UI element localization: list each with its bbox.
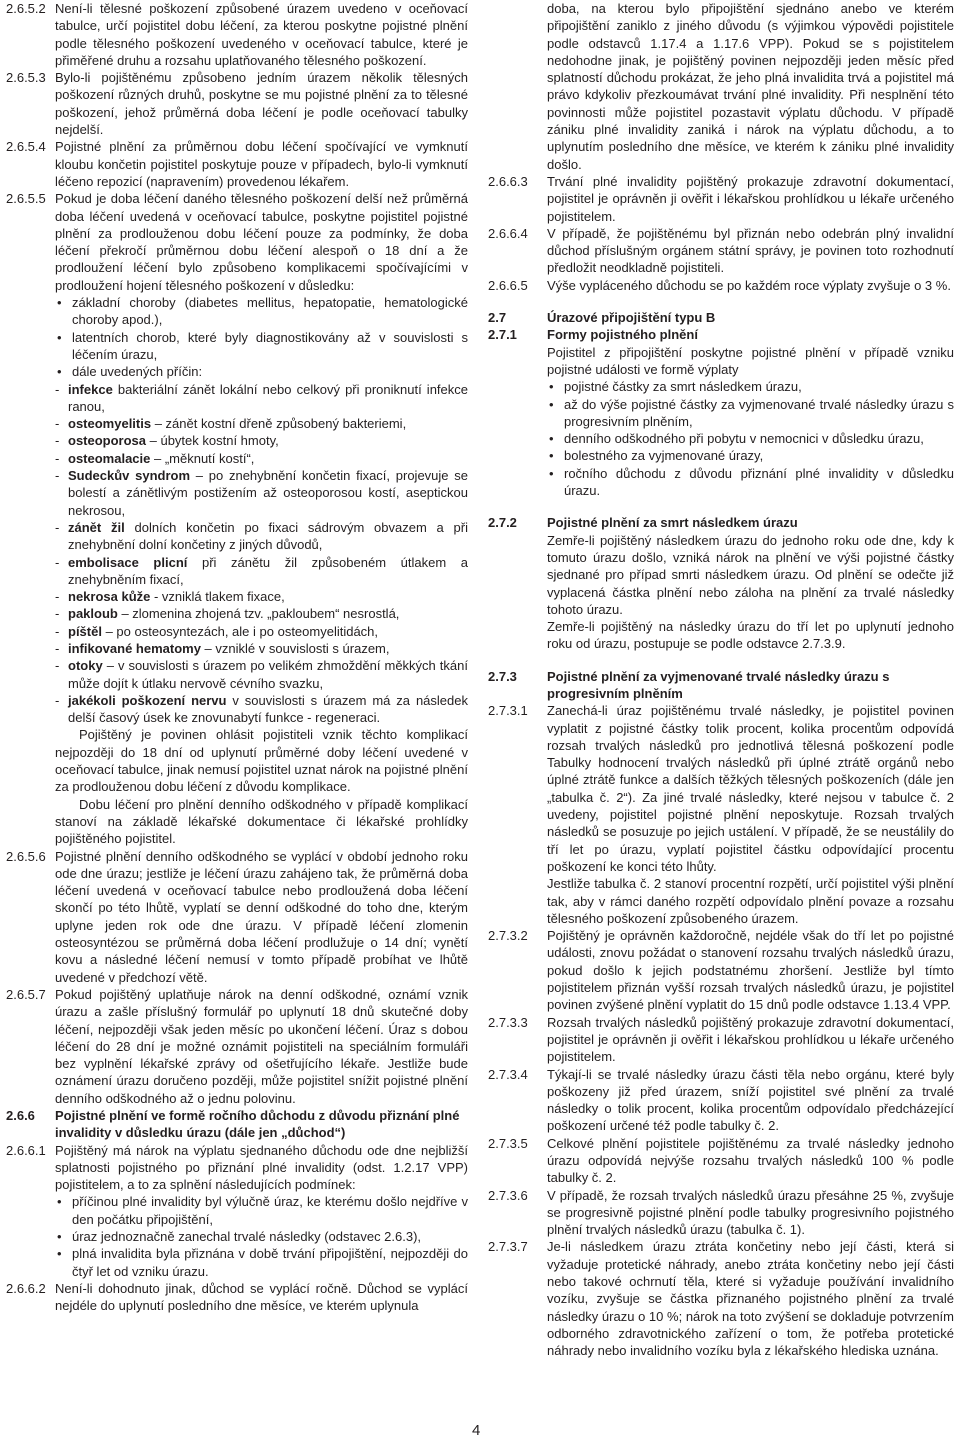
term-description: – po osteosyntezách, ale i po osteomyelitidách,	[101, 623, 379, 639]
list-item: • pojistné částky za smrt následkem úrazu,	[547, 378, 954, 395]
section-heading-2-7-3	[488, 668, 954, 703]
term-description: – po znehybnění končetin fixací, projevuje se bolestí a zánětlivým postižením až osteoporosou kostí, aseptickou nekrosou,	[68, 468, 468, 518]
section-title: Pojistné plnění za vyjmenované trvalé následky úrazu s progresivním plněním	[547, 668, 890, 701]
paragraph-text: Výše vypláceného důchodu se po každém roce výplaty zvyšuje o 3 %.	[547, 277, 951, 293]
paragraph-text: Pojištěný je povinen ohlásit pojistiteli vznik těchto komplikací nejpozději do 18 dní od uplynutí průměrné doby léčení uvedené v oceňovací tabulce, jinak nemusí pojistitel uznat nárok na pojistné plnění za prodlouženou dobu léčení z důvodu komplikace.	[55, 727, 468, 795]
list-item: • základní choroby (diabetes mellitus, hepatopatie, hematologické choroby apod.),	[55, 294, 468, 329]
paragraph-2-6-5-5	[6, 190, 468, 847]
paragraph-number: 2.6.5.2	[6, 1, 46, 16]
term: jakékoli poškození nervu	[68, 692, 227, 708]
paragraph-text: Trvání plné invalidity pojištěný prokazuje zdravotní dokumentací, pojistitel je oprávněn ji ověřit i lékařskou prohlídkou u lékaře určeného pojistitelem.	[547, 173, 954, 224]
term-description: - vzniklá tlakem fixace,	[150, 589, 285, 605]
section-title: Formy pojistného plnění	[547, 327, 698, 343]
paragraph-2-6-5-2	[6, 0, 468, 69]
paragraph-2-6-6-4	[488, 225, 954, 277]
list-item: • latentních chorob, které byly diagnostikovány až v souvislosti s léčením úrazu,	[55, 329, 468, 364]
paragraph-text: Pojištěný je oprávněn každoročně, nejdéle však do tří let po pojistné události, znovu požádat o stanovení rozsahu trvalých následků úrazu, pokud došlo k jejich podstatnému zhoršení. Jestliže byl tímto pojistitelem přiznán vyšší rozsah trvalých následků úrazu, je pojistitel povinen zvýšené plnění vyplatit do 15 dnů podle odstavce 1.13.4 VPP.	[547, 928, 954, 1013]
paragraph-text: Je-li následkem úrazu ztráta končetiny nebo její části, která si vyžaduje protetické náhrady, anebo ztráta končetiny nebo její části nebo takové ochrnutí těla, které si vyžaduje používání invalidního vozíku, zvyšuje se částka přiznaného pojistného plnění za trvalé následky úrazu o 10 %; nárok na toto zvýšení se dokladuje potvrzením odborného zdravotnického zařízení o tom, že potřeba protetické náhrady nebo invalidního vozíku byla z lékařského hlediska uznána.	[547, 1239, 954, 1359]
paragraph-text: Jestliže tabulka č. 2 stanoví procentní rozpětí, určí pojistitel výši plnění tak, aby v rámci daného rozpětí odpovídalo plnění povaze a rozsahu tělesného poškození způsobeného úrazem.	[547, 876, 954, 926]
paragraph-body	[547, 702, 954, 927]
paragraph-number: 2.6.6.4	[488, 225, 528, 241]
paragraph-text: Pokud je doba léčení daného tělesného poškození delší než průměrná doba léčení uvedená v oceňovací tabulce, poskytne pojistitel pojistné plnění za prodlouženou dobu léčení pouze za podmínky, že doba léčení překročí průměrnou dobu léčení alespoň o 18 dní a že prodloužení léčení bylo způsobeno komplikacemi spočívajícími v prodloužení hojení tělesného poškození v důsledku:	[55, 191, 468, 293]
term-description: – úbytek kostní hmoty,	[146, 433, 279, 449]
term-description: – zánět kostní dřeně způsobený bakteriemi,	[151, 416, 407, 432]
paragraph-2-6-6-1	[6, 1142, 468, 1280]
complications-dash-list	[55, 381, 468, 727]
paragraph-number: 2.7.3.2	[488, 928, 528, 944]
paragraph-text: Není-li tělesné poškození způsobené úrazem uvedeno v oceňovací tabulce, určí pojistitel dobu léčení, za kterou poskytne pojistné plnění podle tělesného poškození uvedeného v oceňovací tabulce, které je přiměřené druhu a rozsahu uplatňovaného tělesného poškození.	[55, 1, 468, 68]
paragraph-text: Zemře-li pojištěný na následky úrazu do tří let po uplynutí jednoho roku od úrazu, postupuje se podle odstavce 2.7.3.9.	[547, 619, 954, 652]
list-item	[55, 692, 468, 727]
paragraph-text: Zemře-li pojištěný následkem úrazu do jednoho roku ode dne, kdy k tomuto úrazu došlo, vzniká nárok na plnění ve výši pojistné částky sjednané pro případ smrti následkem úrazu. Od plnění se odečte již vyplacená částka plnění nebo záloha na plnění za trvalé následky tohoto úrazu.	[547, 532, 954, 617]
conditions-list	[55, 1193, 468, 1279]
paragraph-number: 2.6.6.5	[488, 277, 528, 293]
paragraph-text: Celkové plnění pojistitele pojištěnému za trvalé následky jednoho úrazu odpovídá nejvýše rozsahu trvalých následků 100 % podle tabulky č. 2.	[547, 1135, 954, 1186]
term: pakloub	[68, 606, 118, 622]
section-title: Pojistné plnění ve formě ročního důchodu z důvodu přiznání plné invalidity v důsledku úrazu (dále jen „důchod“)	[55, 1108, 460, 1141]
paragraph-2-7-3-3	[488, 1014, 954, 1066]
list-item	[55, 467, 468, 519]
paragraph-2-6-6-2	[6, 1280, 468, 1315]
paragraph-text: Týkají-li se trvalé následky úrazu části těla nebo orgánu, které byly poškozeny již před úrazem, sníží pojistitel své plnění za trvalé následky o tolik procent, kolika procentům odpovídalo předcházející poškození určené též podle tabulky č. 2.	[547, 1066, 954, 1134]
term: píštěl	[68, 623, 102, 639]
list-item	[55, 381, 468, 416]
term-description: – „měknutí kostí“,	[150, 450, 255, 466]
paragraph-text: Rozsah trvalých následků pojištěný prokazuje zdravotní dokumentací, pojistitel je oprávněn ji ověřit i lékařskou prohlídkou u lékaře určeného pojistitelem.	[547, 1014, 954, 1065]
paragraph-number: 2.6.5.6	[6, 848, 46, 864]
term: Sudeckův syndrom	[68, 468, 191, 484]
paragraph-2-7-3-6	[488, 1187, 954, 1239]
paragraph-text: Pojistné plnění za průměrnou dobu léčení spočívající ve vymknutí kloubu končetin pojistitel poskytuje pouze v případech, bylo-li vymknutí léčeno repozicí (napravením) provedenou lékařem.	[55, 139, 468, 189]
section-number: 2.7.1	[488, 327, 517, 343]
list-item: • bolestného za vyjmenované úrazy,	[547, 447, 954, 464]
section-heading-2-6-6	[6, 1107, 468, 1142]
section-heading-2-7	[488, 309, 954, 326]
paragraph-body	[55, 190, 468, 847]
term: osteomyelitis	[68, 416, 152, 432]
list-item: • úraz jednoznačně zanechal trvalé následky (odstavec 2.6.3),	[55, 1228, 468, 1245]
term-description: dolních končetin po fixaci sádrovým obvazem a při znehybnění dolní končetiny z jiných důvodů,	[68, 519, 468, 553]
term-description: při zánětu žil způsobeném útlakem a znehybněním fixací,	[68, 554, 468, 587]
paragraph-number: 2.7.3.6	[488, 1187, 528, 1203]
section-number: 2.7.3	[488, 668, 517, 684]
section-number: 2.7.2	[488, 515, 517, 531]
paragraph-2-6-6-5	[488, 277, 954, 294]
section-title: Pojistné plnění za smrt následkem úrazu	[547, 515, 798, 531]
paragraph-2-6-5-3	[6, 69, 468, 138]
paragraph-text: Pokud pojištěný uplatňuje nárok na denní odškodné, oznámí vznik úrazu a zašle příslušný formulář po uplynutí 18 dnů skutečné doby léčení, nejpozději však jeden měsíc po ukončení léčení. Úraz s dobou léčení do 28 dní je možné oznámit pojistiteli na speciálním formuláři bez vyplnění lékařské zprávy od ošetřujícího lékaře. Jestliže bude oznámení úrazu doručeno později, může pojistitel snížit pojistné plnění denního odškodného až o jednu polovinu.	[55, 986, 468, 1106]
paragraph-2-7-3-5	[488, 1135, 954, 1187]
term: infikované hematomy	[68, 640, 201, 656]
paragraph-2-7-3-4	[488, 1066, 954, 1135]
section-number: 2.7	[488, 310, 507, 326]
paragraph-number: 2.6.6.2	[6, 1280, 46, 1296]
term-description: bakteriální zánět lokální nebo celkový při proniknutí infekce ranou,	[68, 381, 468, 414]
list-item	[55, 640, 468, 657]
term: osteoporosa	[68, 433, 147, 449]
list-item: • až do výše pojistné částky za vyjmenované trvalé následky úrazu s progresivním plněním,	[547, 396, 954, 431]
paragraph-number: 2.7.3.7	[488, 1239, 528, 1255]
paragraph-2-6-5-6	[6, 848, 468, 986]
list-item: • příčinou plné invalidity byl výlučně úraz, ke kterému došlo nejdříve v den počátku připojištění,	[55, 1193, 468, 1228]
list-item: • denního odškodného při pobytu v nemocnici v důsledku úrazu,	[547, 430, 954, 447]
paragraph-2-6-5-4	[6, 138, 468, 190]
paragraph-number: 2.7.3.1	[488, 703, 528, 719]
paragraph-2-7-3-1	[488, 702, 954, 927]
list-item	[55, 605, 468, 622]
paragraph-2-7-3-2	[488, 927, 954, 1013]
paragraph-text: Dobu léčení pro plnění denního odškodného v případě komplikací stanoví na základě lékařské dokumentace či lékařské prohlídky pojištěného pojistitel.	[55, 796, 468, 847]
section-title: Úrazové připojištění typu B	[547, 310, 716, 326]
list-item	[55, 623, 468, 640]
term: embolisace plicní	[68, 554, 188, 570]
left-column	[6, 0, 468, 1315]
term: infekce	[68, 381, 113, 397]
list-item	[55, 519, 468, 554]
paragraph-text: V případě, že rozsah trvalých následků úrazu přesáhne 25 %, zvyšuje se progresivně pojistné plnění podle tabulky progresivního pojistného plnění trvalých následků úrazu (tabulka č. 1).	[547, 1187, 954, 1238]
right-column	[488, 0, 954, 1360]
paragraph-number: 2.6.5.5	[6, 191, 46, 207]
term: osteomalacie	[68, 450, 151, 466]
paragraph-text: Není-li dohodnuto jinak, důchod se vyplácí ročně. Důchod se vyplácí nejdéle do uplynutí posledního dne měsíce, ve kterém uplynula	[55, 1280, 468, 1314]
paragraph-text: Zanechá-li úraz pojištěnému trvalé následky, je pojistitel povinen vyplatit z pojistné částky tolik procent, kolika procentům odpovídá rozsah trvalých následků pro jednotlivá tělesná poškození podle Tabulky hodnocení trvalých následků při úplné ztrátě orgánů nebo úplné ztrátě funkce a dalších těžkých tělesných poškozeních (dále jen „tabulka č. 2“). Za jiné trvalé následky, které nejsou v tabulce č. 2 uvedeny, pojistitel pojistné plnění neposkytuje. Rozsah trvalých následků se posuzuje po jejich ustálení. V případě, že se neustálily do tří let po úrazu, vyplatí pojistitel částku odpovídající procentu poškození ke konci této lhůty.	[547, 703, 954, 874]
term: otoky	[68, 658, 103, 674]
paragraph-number: 2.6.5.7	[6, 986, 46, 1002]
section-heading-2-7-1	[488, 326, 954, 343]
list-item	[55, 415, 468, 432]
complication-causes-list	[55, 294, 468, 380]
list-item: • dále uvedených příčin:	[55, 363, 468, 380]
term-description: – zlomenina zhojená tzv. „pakloubem“ nesrostlá,	[117, 606, 400, 622]
term-description: – v souvislosti s úrazem po velikém zhmoždění měkkých tkání může dojít k útlaku nervově cévního svazku,	[68, 658, 468, 691]
page-number: 4	[472, 1422, 481, 1439]
paragraph-2-7-3-7	[488, 1238, 954, 1359]
paragraph-text: Pojistné plnění denního odškodného se vyplácí v období jednoho roku ode dne úrazu; jestliže je léčení úrazu zahájeno tak, že průměrná doba léčení uvedená v oceňovací tabulce nebo prodloužená doba léčení skončí po této lhůtě, vyplatí se denní odškodné do toho dne, kterým uplyne jeden rok ode dne úrazu. V případě léčení zlomenin osteosyntézou se průměrná doba léčení prodlužuje o 14 dní; vynětí kovu a následné léčení nemusí v tomto případě probíhat ve lhůtě uvedené v předchozí větě.	[55, 848, 468, 985]
list-item	[55, 554, 468, 589]
paragraph-number: 2.6.5.4	[6, 139, 46, 155]
paragraph-text: Pojistitel z připojištění poskytne pojistné plnění v případě vzniku pojistné události ve formě výplaty	[547, 344, 954, 377]
paragraph-number: 2.6.6.3	[488, 173, 528, 189]
term: nekrosa kůže	[68, 589, 151, 605]
paragraph-text: V případě, že pojištěnému byl přiznán nebo odebrán plný invalidní důchod příslušným orgánem státní správy, je povinen toto rozhodnutí předložit neodkladně pojistiteli.	[547, 225, 954, 276]
paragraph-body	[55, 1142, 468, 1280]
list-item: • plná invalidita byla přiznána v době trvání připojištění, nejpozději do čtyř let od vzniku úrazu.	[55, 1245, 468, 1280]
section-body-2-7-2	[488, 532, 954, 653]
list-item: • ročního důchodu z důvodu přiznání plné invalidity v důsledku úrazu.	[547, 465, 954, 500]
paragraph-number: 2.6.5.3	[6, 70, 46, 86]
section-body-2-7-1	[488, 344, 954, 500]
section-number: 2.6.6	[6, 1108, 35, 1123]
paragraph-number: 2.7.3.4	[488, 1066, 528, 1082]
paragraph-number: 2.7.3.3	[488, 1014, 528, 1030]
list-item	[55, 588, 468, 605]
term: zánět žil	[68, 519, 125, 535]
paragraph-number: 2.7.3.5	[488, 1135, 528, 1151]
paragraph-2-6-5-7	[6, 986, 468, 1107]
list-item	[55, 450, 468, 467]
list-item	[55, 657, 468, 692]
section-heading-2-7-2	[488, 514, 954, 531]
term-description: v souvislosti s úrazem má za následek delší časový úsek ke znovunabytí funkce - regeneraci.	[68, 692, 468, 726]
paragraph-2-6-6-3	[488, 173, 954, 225]
list-item	[55, 432, 468, 449]
paragraph-number: 2.6.6.1	[6, 1142, 46, 1158]
paragraph-continuation: doba, na kterou bylo připojištění sjednáno anebo ve kterém připojištění zaniklo z jiného důvodu (s výjimkou výpovědi pojistitele podle odstavců 1.17.4 a 1.17.6 VPP). Pokud se s pojistitelem nedohodne jinak, je pojištěný povinen nejpozději jeden měsíc před splatností důchodu prokázat, že jeho plná invalidita trvá a pojistitel má právo kdykoliv přezkoumávat trvání plné invalidity. Při nesplnění této povinnosti může pojistitel pozastavit výplatu důchodu. V případě zániku plné invalidity zaniká i nárok na výplatu důchodu, a to uplynutím posledního dne měsíce, ve kterém k zániku plné invalidity došlo.	[547, 1, 954, 172]
term-description: – vzniklé v souvislosti s úrazem,	[200, 640, 390, 656]
paragraph-text: Bylo-li pojištěnému způsobeno jedním úrazem několik tělesných poškození různých druhů, poskytne se mu pojistné plnění za to tělesné poškození, jehož průměrná doba léčení je podle oceňovací tabulky nejdelší.	[55, 70, 468, 138]
benefit-forms-list	[547, 378, 954, 499]
paragraph-text: Pojištěný má nárok na výplatu sjednaného důchodu ode dne nejbližší splatnosti pojistného po přiznání plné invalidity (odst. 1.2.17 VPP) pojistitelem, a to za splnění následujících podmínek:	[55, 1142, 468, 1193]
